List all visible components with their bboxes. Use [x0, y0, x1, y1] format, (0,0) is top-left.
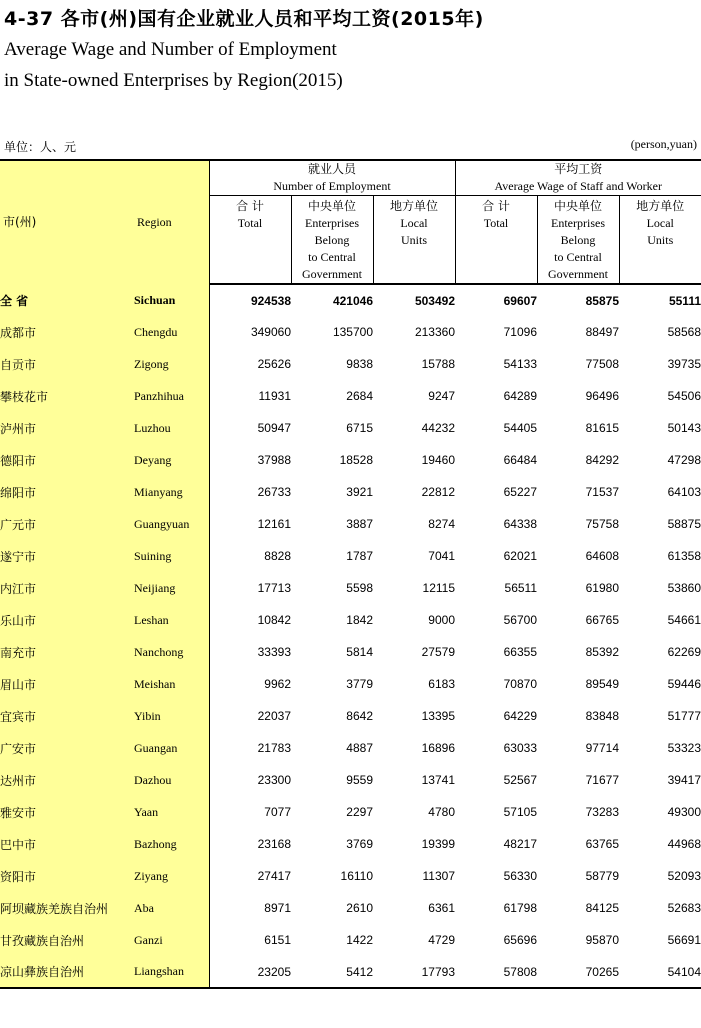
region-name-en: Ziyang — [134, 860, 209, 892]
header-wage-central-en-1: Enterprises — [551, 216, 605, 230]
wage-total: 64289 — [503, 389, 537, 403]
employment-total: 7077 — [209, 796, 291, 828]
region-name-cn: 眉山市 — [0, 668, 134, 700]
header-emp-central-en-1: Enterprises — [305, 216, 359, 230]
region-name-cn: 雅安市 — [0, 796, 134, 828]
wage-central: 75758 — [585, 517, 619, 531]
table-row — [0, 668, 701, 700]
wage-local: 39417 — [667, 773, 701, 787]
region-name-cn: 泸州市 — [0, 412, 134, 444]
region-name-cn: 内江市 — [0, 572, 134, 604]
wage-central: 71537 — [585, 485, 619, 499]
employment-central: 3921 — [346, 485, 373, 499]
employment-local: 4780 — [428, 805, 455, 819]
employment-local: 19460 — [421, 453, 455, 467]
header-emp-central-cn: 中央单位 — [307, 199, 356, 213]
region-name-en: Guangan — [134, 732, 209, 764]
employment-local: 9000 — [428, 613, 455, 627]
region-name-cn: 巴中市 — [0, 828, 134, 860]
header-city-label: 市(州) — [3, 215, 37, 229]
header-wage-central-en-4: Government — [548, 267, 608, 281]
header-wage-local-en-1: Local — [646, 216, 674, 230]
employment-total: 23300 — [209, 764, 291, 796]
header-employment-cn: 就业人员 — [307, 162, 356, 176]
employment-total: 26733 — [209, 476, 291, 508]
employment-central: 5412 — [291, 956, 373, 988]
wage-total: 69607 — [503, 293, 537, 308]
employment-total: 37988 — [209, 444, 291, 476]
employment-central: 3887 — [346, 517, 373, 531]
employment-central: 3779 — [346, 677, 373, 691]
header-region — [134, 160, 209, 284]
employment-total: 23168 — [209, 828, 291, 860]
table-row — [0, 700, 701, 732]
table-row — [0, 412, 701, 444]
employment-total: 11931 — [209, 380, 291, 412]
wage-total: 62021 — [503, 549, 537, 563]
employment-central: 4887 — [346, 741, 373, 755]
employment-central: 6715 — [346, 421, 373, 435]
employment-local: 213360 — [414, 325, 455, 339]
wage-total: 54405 — [503, 421, 537, 435]
employment-local: 27579 — [421, 645, 455, 659]
employment-local: 12115 — [422, 581, 455, 595]
table-row — [0, 924, 701, 956]
employment-local: 8274 — [428, 517, 455, 531]
unit-label-cn: 单位：人、元 — [4, 140, 77, 154]
employment-local: 4729 — [428, 933, 455, 947]
header-region-label: Region — [137, 215, 172, 229]
wage-local: 49300 — [667, 805, 701, 819]
wage-total: 52567 — [503, 773, 537, 787]
header-wage-local-en-2: Units — [647, 233, 674, 247]
region-name-en: Yibin — [134, 700, 209, 732]
region-name-en: Liangshan — [134, 956, 209, 988]
wage-central: 70265 — [537, 956, 619, 988]
wage-central: 96496 — [585, 389, 619, 403]
wage-central: 58779 — [585, 869, 619, 883]
employment-central: 3769 — [346, 837, 373, 851]
region-name-en: Bazhong — [134, 828, 209, 860]
wage-central: 85392 — [585, 645, 619, 659]
employment-central: 1787 — [346, 549, 373, 563]
header-emp-central — [291, 196, 373, 285]
wage-total: 65227 — [503, 485, 537, 499]
region-name-cn: 宜宾市 — [0, 700, 134, 732]
wage-total: 66355 — [503, 645, 537, 659]
header-emp-local-en-1: Local — [400, 216, 428, 230]
region-name-en: Nanchong — [134, 636, 209, 668]
wage-local: 53323 — [667, 741, 701, 755]
employment-central: 2684 — [346, 389, 373, 403]
table-row — [0, 828, 701, 860]
employment-local: 11307 — [422, 869, 455, 883]
region-name-cn: 凉山彝族自治州 — [0, 956, 134, 988]
wage-central: 84125 — [585, 901, 619, 915]
employment-central: 2610 — [346, 901, 373, 915]
wage-central: 64608 — [585, 549, 619, 563]
region-name-en: Mianyang — [134, 476, 209, 508]
region-name-en: Dazhou — [134, 764, 209, 796]
wage-local: 52683 — [667, 901, 701, 915]
wage-local: 58568 — [667, 325, 701, 339]
wage-local: 50143 — [667, 421, 701, 435]
region-name-cn: 绵阳市 — [0, 476, 134, 508]
employment-local: 6361 — [428, 901, 455, 915]
employment-total: 25626 — [209, 348, 291, 380]
wage-local: 54104 — [619, 956, 701, 988]
wage-central: 83848 — [585, 709, 619, 723]
table-row — [0, 732, 701, 764]
employment-central: 8642 — [346, 709, 373, 723]
wage-central: 95870 — [585, 933, 619, 947]
wage-total: 48217 — [503, 837, 537, 851]
header-wage-central-en-3: to Central — [554, 250, 602, 264]
unit-label-en: (person,yuan) — [630, 137, 697, 151]
region-name-en: Chengdu — [134, 316, 209, 348]
region-name-en: Panzhihua — [134, 380, 209, 412]
employment-central: 1422 — [346, 933, 373, 947]
region-name-cn: 乐山市 — [0, 604, 134, 636]
wage-local: 64103 — [667, 485, 701, 499]
employment-central: 1842 — [346, 613, 373, 627]
table-row — [0, 796, 701, 828]
region-name-en: Neijiang — [134, 572, 209, 604]
employment-local: 22812 — [421, 485, 455, 499]
wage-central: 81615 — [585, 421, 619, 435]
table-row — [0, 508, 701, 540]
header-emp-central-en-2: Belong — [314, 233, 350, 247]
employment-total: 8971 — [209, 892, 291, 924]
header-wage-local-cn: 地方单位 — [636, 199, 685, 213]
page-title-en-line1: Average Wage and Number of Employment — [4, 39, 337, 60]
employment-central: 2297 — [346, 805, 373, 819]
employment-total: 12161 — [209, 508, 291, 540]
employment-total: 9962 — [209, 668, 291, 700]
header-employment-group — [209, 160, 455, 196]
employment-local: 17793 — [373, 956, 455, 988]
region-name-en: Zigong — [134, 348, 209, 380]
employment-local: 13741 — [421, 773, 455, 787]
region-name-cn: 广元市 — [0, 508, 134, 540]
employment-total: 6151 — [209, 924, 291, 956]
wage-central: 88497 — [585, 325, 619, 339]
region-name-en: Ganzi — [134, 924, 209, 956]
wage-local: 55111 — [668, 293, 701, 308]
wage-central: 73283 — [585, 805, 619, 819]
employment-central: 5598 — [346, 581, 373, 595]
region-name-en: Aba — [134, 892, 209, 924]
wage-central: 84292 — [585, 453, 619, 467]
employment-local: 503492 — [414, 293, 455, 308]
table-row — [0, 956, 701, 988]
wage-central: 97714 — [585, 741, 619, 755]
employment-local: 44232 — [421, 421, 455, 435]
header-wage-central-en-2: Belong — [560, 233, 596, 247]
region-name-en: Yaan — [134, 796, 209, 828]
wage-total: 64229 — [503, 709, 537, 723]
employment-total: 10842 — [209, 604, 291, 636]
table-row — [0, 892, 701, 924]
wage-total: 57105 — [503, 805, 537, 819]
wage-total: 56330 — [503, 869, 537, 883]
table-row — [0, 860, 701, 892]
region-name-cn: 广安市 — [0, 732, 134, 764]
employment-total: 349060 — [209, 316, 291, 348]
wage-local: 54506 — [667, 389, 701, 403]
header-wage-central-cn: 中央单位 — [553, 199, 602, 213]
wage-total: 63033 — [503, 741, 537, 755]
wage-local: 47298 — [667, 453, 701, 467]
employment-local: 9247 — [428, 389, 455, 403]
table-body — [0, 284, 701, 988]
header-emp-central-en-4: Government — [302, 267, 362, 281]
employment-central: 135700 — [332, 325, 373, 339]
region-name-en: Guangyuan — [134, 508, 209, 540]
wage-local: 62269 — [667, 645, 701, 659]
employment-central: 16110 — [340, 869, 373, 883]
wage-total: 61798 — [503, 901, 537, 915]
wage-total: 65696 — [503, 933, 537, 947]
data-table — [0, 159, 701, 989]
header-wage-total — [455, 196, 537, 285]
employment-total: 17713 — [209, 572, 291, 604]
wage-total: 54133 — [503, 357, 537, 371]
employment-total: 924538 — [209, 284, 291, 316]
page-title-en-line2: in State-owned Enterprises by Region(2015) — [4, 70, 343, 91]
wage-central: 71677 — [585, 773, 619, 787]
region-name-en: Luzhou — [134, 412, 209, 444]
wage-central: 61980 — [585, 581, 619, 595]
header-wage-cn: 平均工资 — [554, 162, 603, 176]
table-row — [0, 284, 701, 316]
header-wage-central — [537, 196, 619, 285]
header-emp-local-cn: 地方单位 — [389, 199, 438, 213]
wage-central: 77508 — [585, 357, 619, 371]
employment-local: 19399 — [421, 837, 455, 851]
region-name-cn: 全 省 — [0, 284, 134, 316]
wage-total: 56700 — [503, 613, 537, 627]
wage-local: 39735 — [667, 357, 701, 371]
employment-local: 16896 — [421, 741, 455, 755]
table-row — [0, 636, 701, 668]
region-name-en: Sichuan — [134, 284, 209, 316]
wage-local: 61358 — [667, 549, 701, 563]
wage-local: 44968 — [667, 837, 701, 851]
region-name-cn: 自贡市 — [0, 348, 134, 380]
header-city — [0, 160, 134, 284]
region-name-en: Leshan — [134, 604, 209, 636]
employment-central: 18528 — [339, 453, 373, 467]
table-row — [0, 348, 701, 380]
wage-local: 58875 — [667, 517, 701, 531]
wage-local: 53860 — [667, 581, 701, 595]
table-row — [0, 444, 701, 476]
employment-local: 6183 — [428, 677, 455, 691]
employment-central: 9559 — [346, 773, 373, 787]
header-emp-total-en: Total — [237, 216, 263, 230]
region-name-cn: 德阳市 — [0, 444, 134, 476]
employment-total: 27417 — [209, 860, 291, 892]
table-row — [0, 604, 701, 636]
employment-local: 15788 — [421, 357, 455, 371]
wage-total: 70870 — [503, 677, 537, 691]
header-employment-en: Number of Employment — [273, 179, 391, 193]
employment-local: 13395 — [421, 709, 455, 723]
header-emp-central-en-3: to Central — [308, 250, 356, 264]
table-row — [0, 764, 701, 796]
wage-total: 56511 — [504, 581, 537, 595]
region-name-cn: 资阳市 — [0, 860, 134, 892]
employment-total: 22037 — [209, 700, 291, 732]
table-row — [0, 380, 701, 412]
wage-local: 51777 — [667, 709, 701, 723]
region-name-cn: 达州市 — [0, 764, 134, 796]
region-name-cn: 遂宁市 — [0, 540, 134, 572]
table-row — [0, 476, 701, 508]
table-row — [0, 572, 701, 604]
wage-local: 52093 — [667, 869, 701, 883]
wage-local: 54661 — [667, 613, 701, 627]
table-row — [0, 540, 701, 572]
table-row — [0, 316, 701, 348]
wage-local: 56691 — [667, 933, 701, 947]
wage-central: 89549 — [585, 677, 619, 691]
employment-total: 23205 — [209, 956, 291, 988]
wage-total: 71096 — [503, 325, 537, 339]
header-wage-group — [455, 160, 701, 196]
region-name-cn: 阿坝藏族羌族自治州 — [0, 892, 134, 924]
employment-total: 21783 — [209, 732, 291, 764]
wage-central: 63765 — [585, 837, 619, 851]
header-wage-local — [619, 196, 701, 285]
region-name-cn: 成都市 — [0, 316, 134, 348]
region-name-cn: 甘孜藏族自治州 — [0, 924, 134, 956]
region-name-cn: 攀枝花市 — [0, 380, 134, 412]
region-name-en: Deyang — [134, 444, 209, 476]
employment-total: 50947 — [209, 412, 291, 444]
header-emp-total-cn: 合 计 — [236, 199, 264, 213]
wage-total: 66484 — [503, 453, 537, 467]
header-wage-en: Average Wage of Staff and Worker — [494, 179, 662, 193]
wage-central: 66765 — [585, 613, 619, 627]
region-name-cn: 南充市 — [0, 636, 134, 668]
employment-central: 9838 — [346, 357, 373, 371]
header-emp-local — [373, 196, 455, 285]
region-name-en: Meishan — [134, 668, 209, 700]
employment-central: 421046 — [332, 293, 373, 308]
region-name-en: Suining — [134, 540, 209, 572]
employment-total: 33393 — [209, 636, 291, 668]
page-title-cn: 4-37 各市(州)国有企业就业人员和平均工资(2015年) — [4, 8, 484, 30]
header-wage-total-cn: 合 计 — [482, 199, 510, 213]
employment-local: 7041 — [428, 549, 455, 563]
wage-total: 64338 — [503, 517, 537, 531]
wage-local: 59446 — [667, 677, 701, 691]
wage-total: 57808 — [455, 956, 537, 988]
wage-central: 85875 — [585, 293, 619, 308]
employment-total: 8828 — [209, 540, 291, 572]
header-wage-total-en: Total — [483, 216, 509, 230]
employment-central: 5814 — [346, 645, 373, 659]
header-emp-local-en-2: Units — [400, 233, 427, 247]
header-emp-total — [209, 196, 291, 285]
